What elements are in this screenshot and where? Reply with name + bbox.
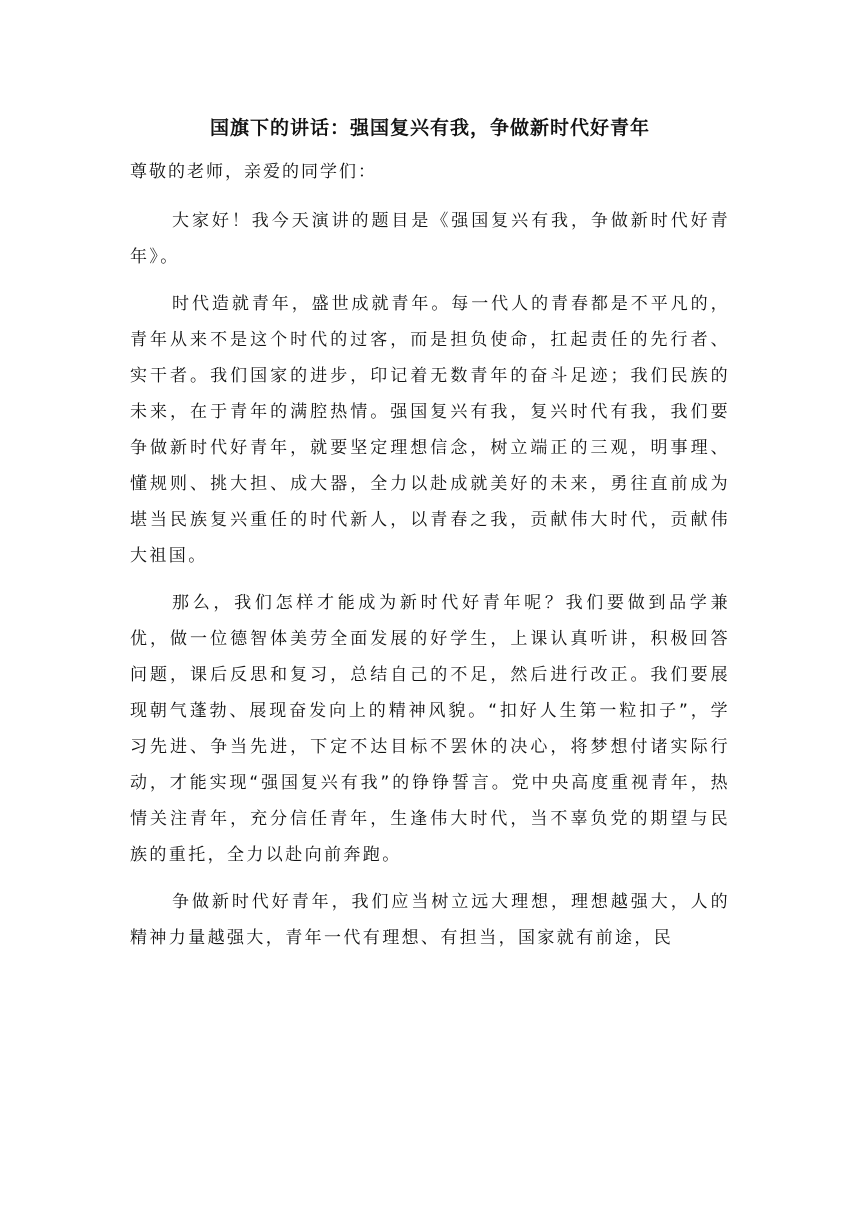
paragraph-lofty-ideals: 争做新时代好青年，我们应当树立远大理想，理想越强大，人的精神力量越强大，青年一代有理想、有担当，国家就有前途，民 — [130, 892, 730, 948]
salutation: 尊敬的老师，亲爱的同学们： — [130, 162, 377, 182]
speech-title: 国旗下的讲话：强国复兴有我，争做新时代好青年 — [209, 117, 650, 139]
speech-body — [130, 203, 730, 967]
paragraph-how-to-be-good-youth: 那么，我们怎样才能成为新时代好青年呢？我们要做到品学兼优，做一位德智体美劳全面发展的好学生，上课认真听讲，积极回答问题，课后反思和复习，总结自己的不足，然后进行改正。我们要展现朝气蓬勃、展现奋发向上的精神风貌。“扣好人生第一粒扣子”，学习先进、争当先进，下定不达目标不罢休的决心，将梦想付诸实际行动，才能实现“强国复兴有我”的铮铮誓言。党中央高度重视青年，热情关注青年，充分信任青年，生逢伟大时代，当不辜负党的期望与民族的重托，全力以赴向前奔跑。 — [130, 593, 730, 865]
paragraph-greeting: 大家好！我今天演讲的题目是《强国复兴有我，争做新时代好青年》。 — [130, 211, 730, 267]
paragraph-era-youth: 时代造就青年，盛世成就青年。每一代人的青春都是不平凡的，青年从来不是这个时代的过客，而是担负使命，扛起责任的先行者、实干者。我们国家的进步，印记着无数青年的奋斗足迹；我们民族的未来，在于青年的满腔热情。强国复兴有我，复兴时代有我，我们要争做新时代好青年，就要坚定理想信念，树立端正的三观，明事理、懂规则、挑大担、成大器，全力以赴成就美好的未来，勇往直前成为堪当民族复兴重任的时代新人，以青春之我，贡献伟大时代，贡献伟大祖国。 — [130, 294, 730, 566]
